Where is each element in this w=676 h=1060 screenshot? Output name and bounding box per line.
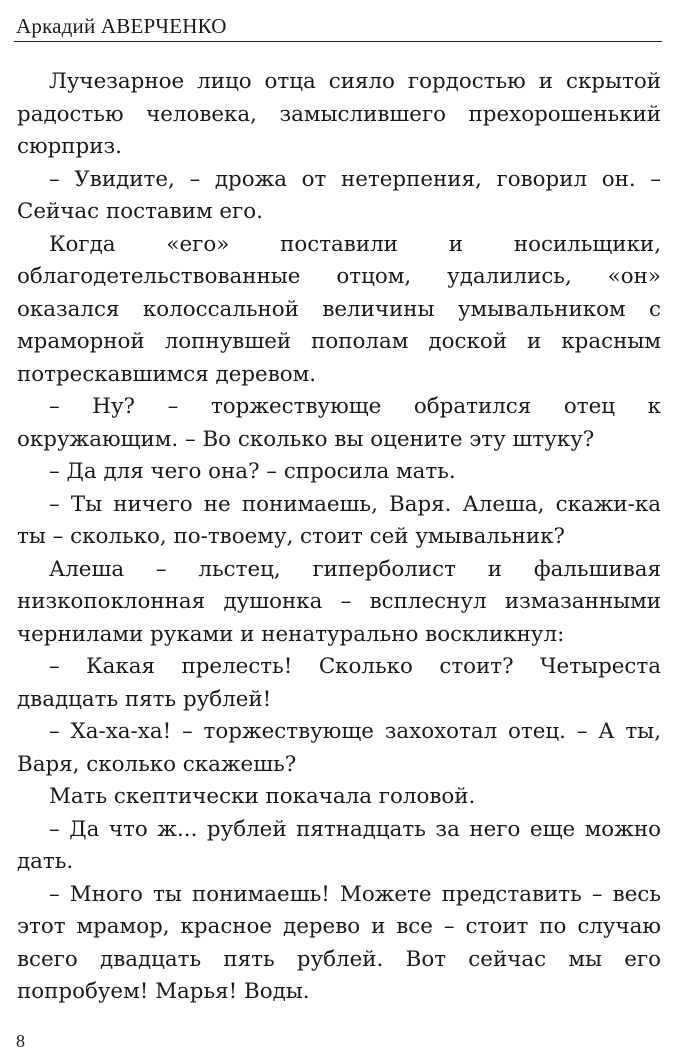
- body-text: [17, 66, 661, 1009]
- paragraph: – Увидите, – дрожа от нетерпения, говорил он. – Сейчас поставим его.: [17, 166, 661, 224]
- paragraph: – Какая прелесть! Сколько стоит? Четыреста двадцать пять рублей!: [17, 654, 661, 712]
- header-rule: [14, 41, 662, 42]
- paragraph: – Да что ж... рублей пятнадцать за него еще можно дать.: [17, 816, 661, 874]
- paragraph: – Ты ничего не понимаешь, Варя. Алеша, скажи-ка ты – сколько, по-твоему, стоит сей умывальник?: [17, 491, 661, 549]
- paragraph: Когда «его» поставили и носильщики, облагодетельствованные отцом, удалились, «он» оказался колоссальной величины умывальником с мраморной лопнувшей пополам доской и красным потрескавшимся деревом.: [17, 231, 661, 387]
- paragraph: – Ну? – торжествующе обратился отец к окружающим. – Во сколько вы оцените эту штуку?: [17, 394, 661, 452]
- running-head: Аркадий АВЕРЧЕНКО: [16, 14, 227, 38]
- paragraph: – Да для чего она? – спросила мать.: [49, 459, 456, 484]
- paragraph: Мать скептически покачала головой.: [49, 784, 476, 809]
- paragraph: Алеша – льстец, гиперболист и фальшивая низкопоклонная душонка – всплеснул измазанными чернилами руками и ненатурально воскликнул:: [17, 556, 661, 647]
- paragraph: – Много ты понимаешь! Можете представить – весь этот мрамор, красное дерево и все – стоит по случаю всего двадцать пять рублей. Вот сейчас мы его попробуем! Марья! Воды.: [17, 881, 661, 1004]
- paragraph: – Ха-ха-ха! – торжествующе захохотал отец. – А ты, Варя, сколько скажешь?: [17, 719, 661, 777]
- paragraph: Лучезарное лицо отца сияло гордостью и скрытой радостью человека, замыслившего прехорошенький сюрприз.: [17, 69, 661, 159]
- page-number: 8: [16, 1031, 25, 1051]
